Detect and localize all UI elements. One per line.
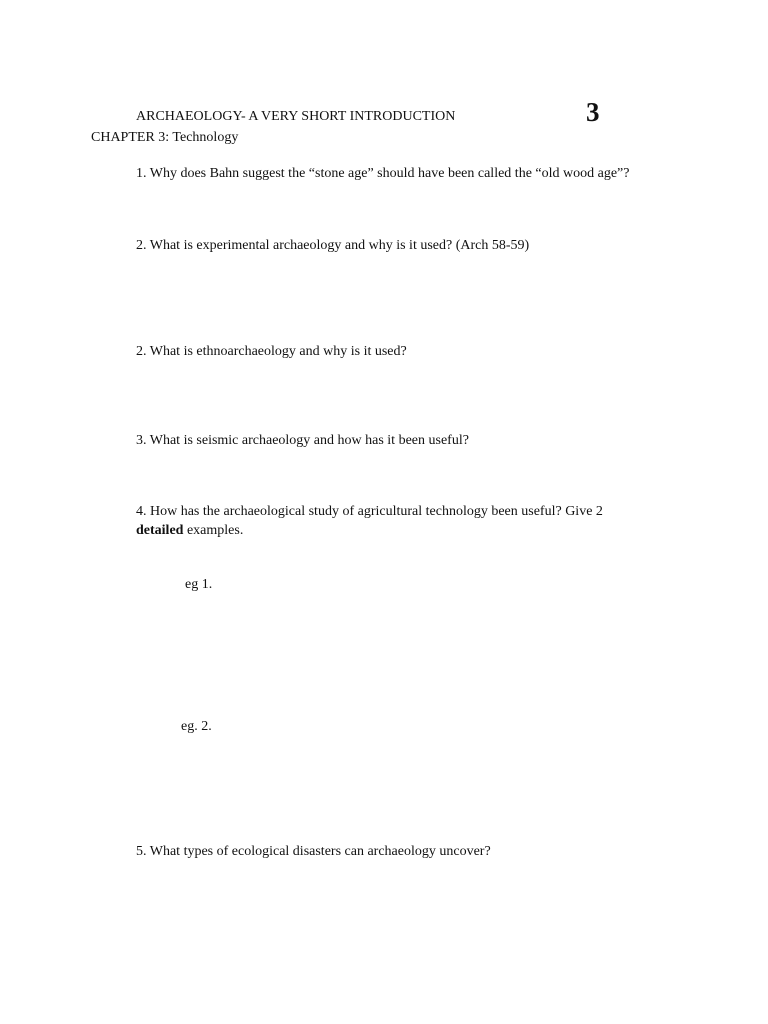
question-2-experimental: 2. What is experimental archaeology and why is it used? (Arch 58-59) — [136, 238, 530, 253]
question-1: 1. Why does Bahn suggest the “stone age” should have been called the “old wood age”? — [136, 166, 630, 181]
chapter-heading: CHAPTER 3: Technology — [91, 130, 239, 145]
question-2-ethnoarchaeology: 2. What is ethnoarchaeology and why is it used? — [136, 344, 407, 359]
question-4-line-2-rest: examples. — [183, 523, 244, 538]
question-4-emphasis: detailed — [136, 523, 184, 538]
question-3: 3. What is seismic archaeology and how has it been useful? — [136, 433, 469, 448]
page-number: 3 — [586, 97, 600, 127]
document-title: ARCHAEOLOGY- A VERY SHORT INTRODUCTION — [136, 109, 456, 124]
example-2-label: eg. 2. — [181, 719, 212, 734]
question-4-line-1: 4. How has the archaeological study of agricultural technology been useful? Give 2 — [136, 504, 603, 519]
question-5: 5. What types of ecological disasters can archaeology uncover? — [136, 844, 491, 859]
example-1-label: eg 1. — [185, 577, 213, 592]
question-4-line-2 — [136, 522, 243, 540]
